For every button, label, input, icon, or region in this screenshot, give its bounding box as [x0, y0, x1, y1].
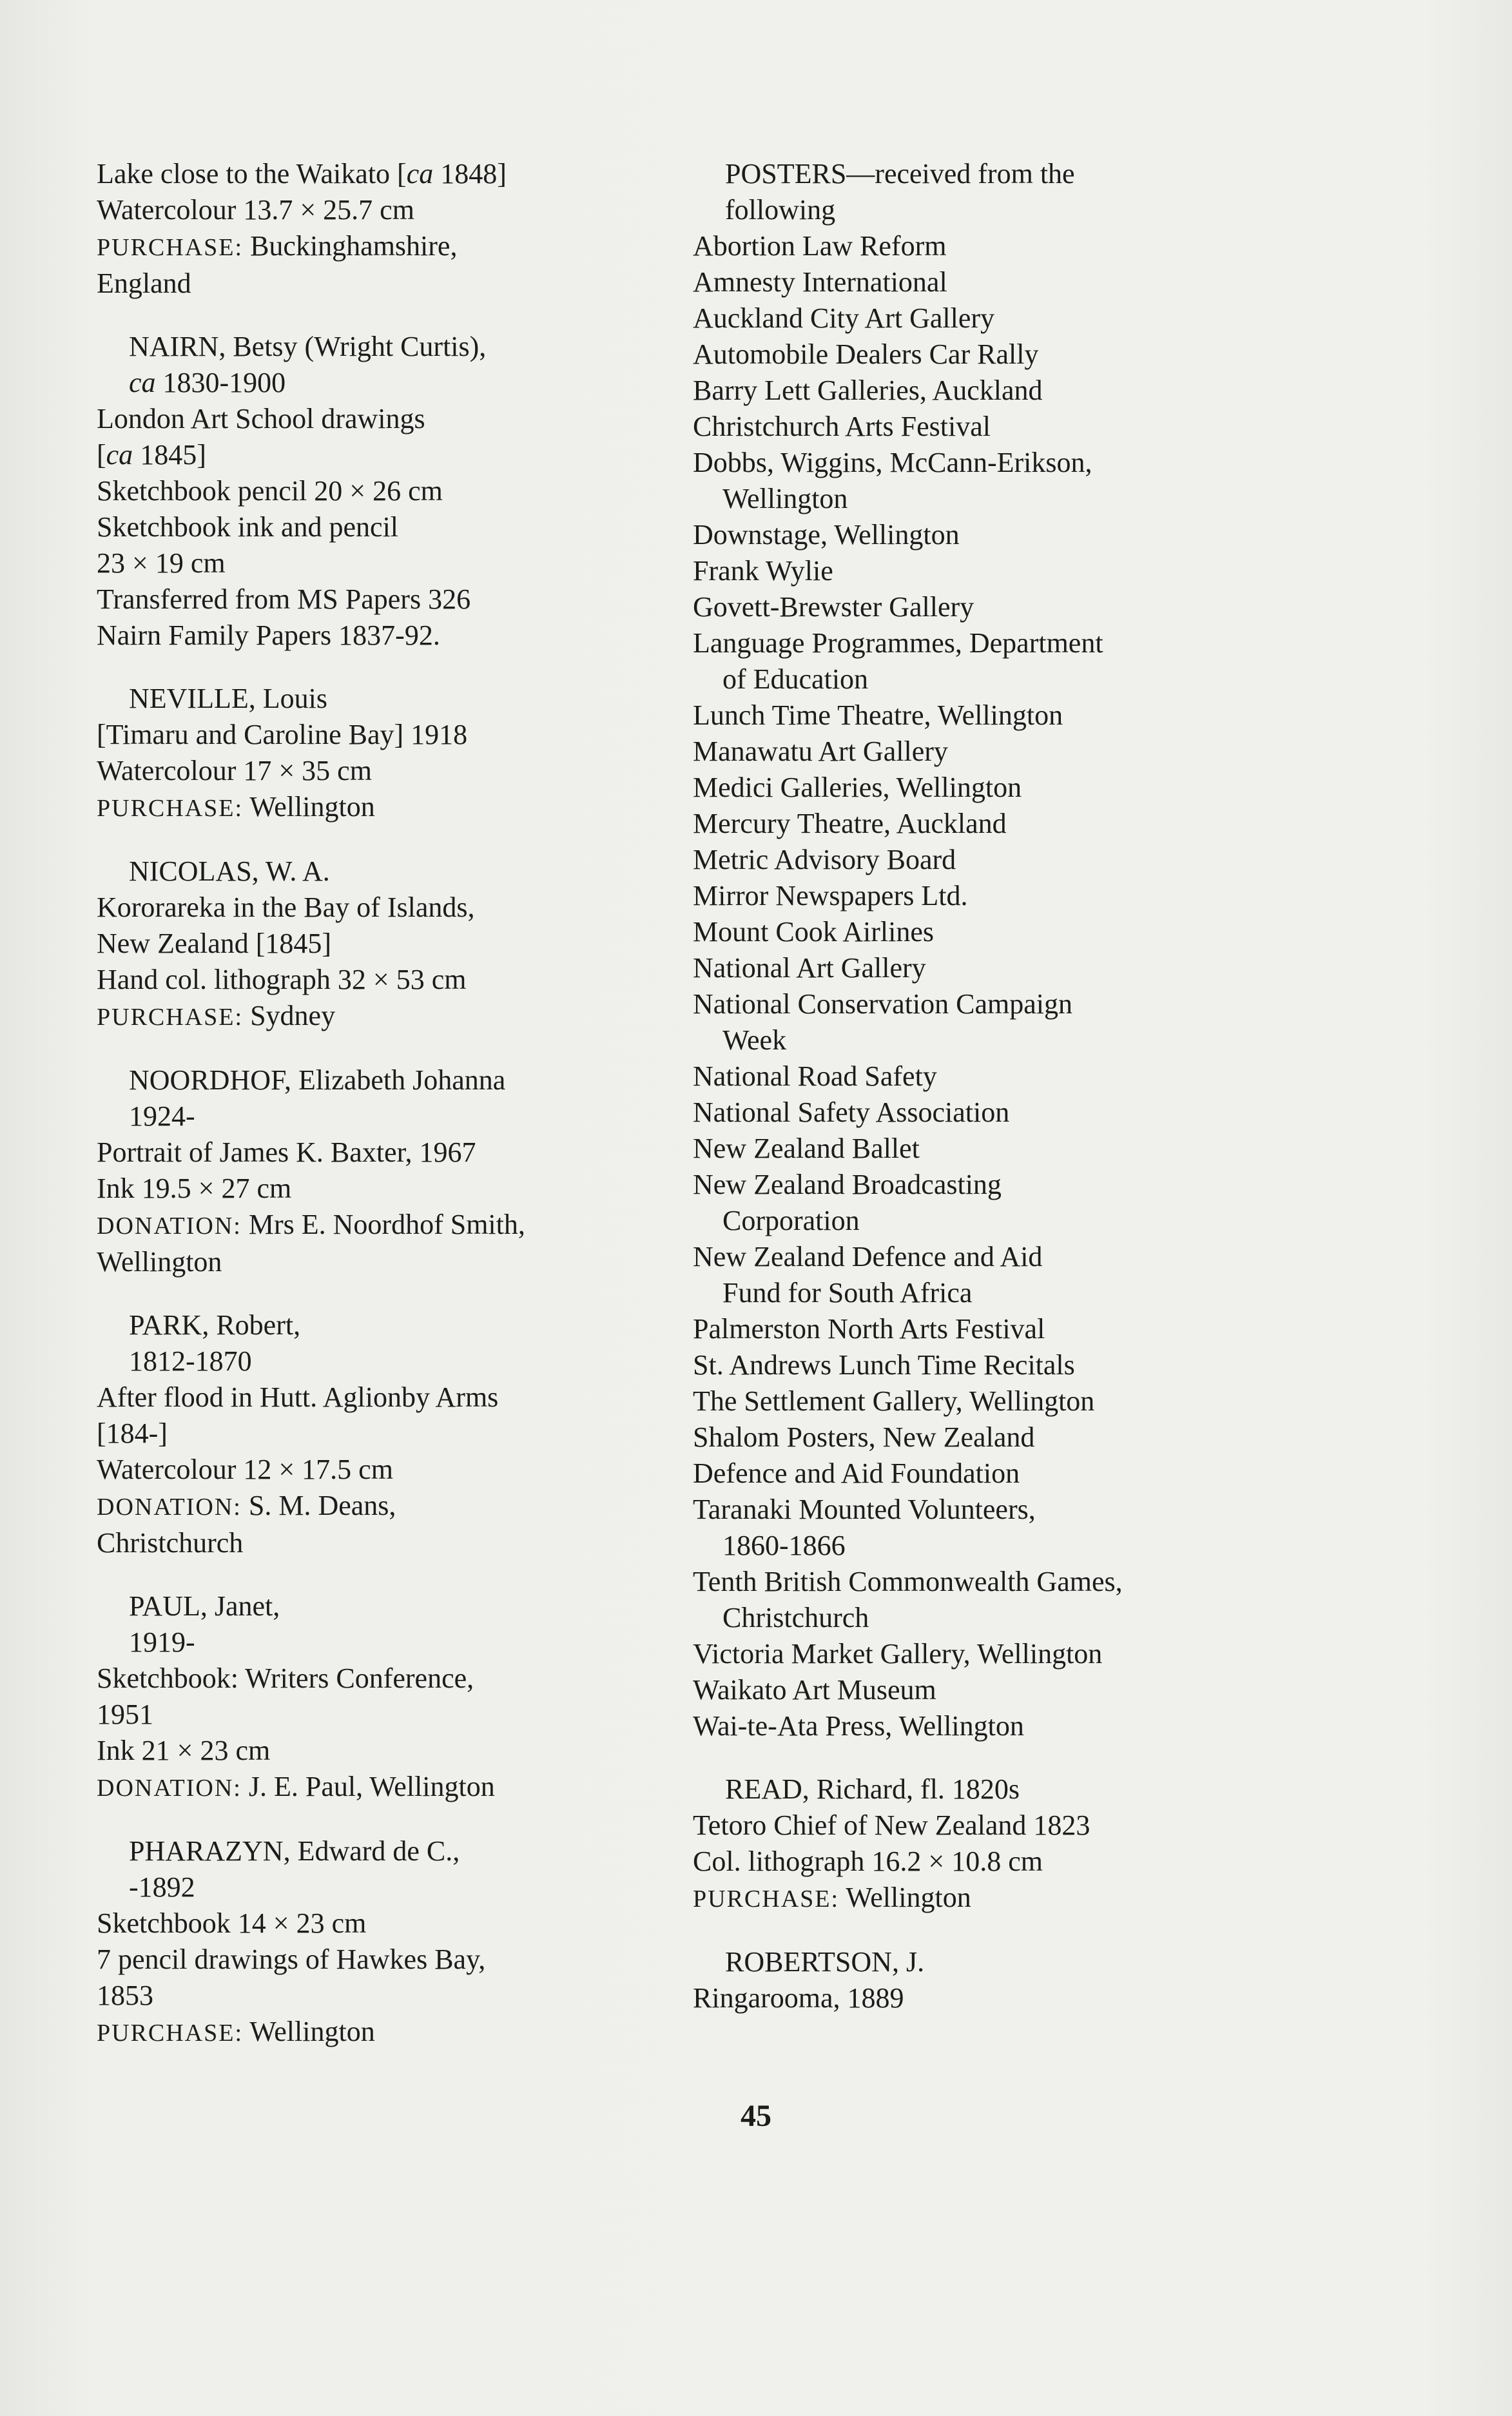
poster-item: Tenth British Commonwealth Games,	[693, 1566, 1123, 1597]
entry-title: Ringarooma, 1889	[693, 1982, 904, 2014]
artist-heading: PARK, Robert,	[129, 1309, 301, 1341]
poster-item-cont: Wellington	[722, 483, 848, 514]
entry-medium: Sketchbook pencil 20 × 26 cm	[97, 475, 443, 507]
entry-source: PURCHASE: Buckinghamshire,	[97, 230, 458, 262]
poster-item-cont: 1860-1866	[722, 1530, 846, 1561]
poster-item: National Conservation Campaign	[693, 988, 1072, 1020]
entry-note: Nairn Family Papers 1837-92.	[97, 619, 440, 651]
entry-title: Tetoro Chief of New Zealand 1823	[693, 1809, 1090, 1841]
poster-item: National Safety Association	[693, 1096, 1010, 1128]
section-heading-cont: following	[725, 194, 836, 226]
poster-item: Mirror Newspapers Ltd.	[693, 880, 968, 911]
artist-heading: NICOLAS, W. A.	[129, 855, 330, 887]
poster-item: Victoria Market Gallery, Wellington	[693, 1638, 1103, 1670]
left-column	[97, 156, 664, 2051]
entry-source: PURCHASE: Sydney	[97, 1000, 336, 1031]
poster-item-cont: Christchurch	[722, 1602, 869, 1633]
entry-medium: Col. lithograph 16.2 × 10.8 cm	[693, 1846, 1043, 1877]
entry-title: New Zealand [1845]	[97, 928, 332, 959]
poster-item: Taranaki Mounted Volunteers,	[693, 1494, 1036, 1525]
artist-dates: 1924-	[129, 1100, 195, 1132]
entry-source: PURCHASE: Wellington	[693, 1882, 971, 1913]
entry-date: 1853	[97, 1980, 153, 2011]
entry-medium: Ink 21 × 23 cm	[97, 1735, 271, 1766]
poster-item: Automobile Dealers Car Rally	[693, 338, 1039, 370]
entry-date: 1951	[97, 1699, 153, 1730]
artist-heading: PAUL, Janet,	[129, 1590, 280, 1622]
poster-item: Auckland City Art Gallery	[693, 302, 995, 334]
poster-item: Defence and Aid Foundation	[693, 1457, 1020, 1489]
poster-item: St. Andrews Lunch Time Recitals	[693, 1349, 1075, 1381]
poster-item: Abortion Law Reform	[693, 230, 947, 262]
poster-item: Waikato Art Museum	[693, 1674, 936, 1706]
artist-heading: READ, Richard, fl. 1820s	[725, 1773, 1020, 1805]
entry-title: Portrait of James K. Baxter, 1967	[97, 1136, 476, 1168]
entry-medium: Sketchbook 14 × 23 cm	[97, 1907, 367, 1939]
artist-heading: NEVILLE, Louis	[129, 683, 327, 714]
entry-source-cont: Christchurch	[97, 1527, 244, 1559]
artist-dates: 1919-	[129, 1626, 195, 1658]
poster-item: National Road Safety	[693, 1060, 937, 1092]
artist-heading: NOORDHOF, Elizabeth Johanna	[129, 1064, 506, 1096]
poster-item: Frank Wylie	[693, 555, 833, 587]
poster-item: New Zealand Defence and Aid	[693, 1241, 1043, 1272]
poster-item: National Art Gallery	[693, 952, 926, 984]
poster-item: Medici Galleries, Wellington	[693, 772, 1022, 803]
poster-item: Lunch Time Theatre, Wellington	[693, 699, 1063, 731]
artist-dates: -1892	[129, 1871, 195, 1903]
artist-dates: ca 1830-1900	[129, 367, 286, 398]
poster-item-cont: of Education	[722, 663, 869, 695]
section-heading: POSTERS—received from the	[725, 158, 1075, 190]
entry-read	[693, 1771, 1286, 1917]
entry-nairn	[97, 329, 664, 654]
entry-title: 7 pencil drawings of Hawkes Bay,	[97, 1944, 486, 1975]
poster-item: Downstage, Wellington	[693, 519, 960, 550]
entry-source: DONATION: J. E. Paul, Wellington	[97, 1771, 495, 1802]
entry-title: Sketchbook: Writers Conference,	[97, 1662, 474, 1694]
poster-item: Manawatu Art Gallery	[693, 736, 948, 767]
poster-item: Shalom Posters, New Zealand	[693, 1421, 1035, 1453]
artist-dates: 1812-1870	[129, 1345, 252, 1377]
entry-source: DONATION: S. M. Deans,	[97, 1490, 396, 1521]
poster-item: Barry Lett Galleries, Auckland	[693, 375, 1043, 406]
entry-size: 23 × 19 cm	[97, 547, 226, 579]
entry-title: Kororareka in the Bay of Islands,	[97, 891, 475, 923]
right-column	[693, 156, 1286, 2016]
poster-item: Wai-te-Ata Press, Wellington	[693, 1710, 1024, 1742]
poster-item: Mount Cook Airlines	[693, 916, 935, 948]
entry-neville	[97, 681, 664, 826]
entry-date: [ca 1845]	[97, 439, 206, 471]
poster-item: The Settlement Gallery, Wellington	[693, 1385, 1095, 1417]
entry-medium: Hand col. lithograph 32 × 53 cm	[97, 964, 467, 995]
poster-item: Language Programmes, Department	[693, 627, 1103, 659]
entry-noordhof	[97, 1062, 664, 1280]
poster-item: Amnesty International	[693, 266, 947, 298]
entry-robertson	[693, 1944, 1286, 2016]
entry-park	[97, 1307, 664, 1561]
poster-item: New Zealand Broadcasting	[693, 1169, 1002, 1200]
entry-title: Lake close to the Waikato [ca 1848]	[97, 158, 507, 190]
entry-medium: Ink 19.5 × 27 cm	[97, 1173, 292, 1204]
artist-heading: PHARAZYN, Edward de C.,	[129, 1835, 460, 1867]
poster-item: Palmerston North Arts Festival	[693, 1313, 1045, 1345]
entry-lake	[97, 156, 664, 302]
entry-medium: Sketchbook ink and pencil	[97, 511, 399, 543]
page-number: 45	[741, 2099, 771, 2133]
entry-medium: Watercolour 12 × 17.5 cm	[97, 1454, 393, 1485]
poster-item-cont: Week	[722, 1024, 787, 1056]
entry-title: London Art School drawings	[97, 403, 425, 434]
poster-item-cont: Fund for South Africa	[722, 1277, 973, 1309]
entry-note: Transferred from MS Papers 326	[97, 583, 471, 615]
entry-medium: Watercolour 17 × 35 cm	[97, 755, 372, 786]
entry-pharazyn	[97, 1833, 664, 2051]
entry-date: [184-]	[97, 1417, 168, 1449]
poster-item: Dobbs, Wiggins, McCann-Erikson,	[693, 447, 1092, 478]
artist-heading: ROBERTSON, J.	[725, 1946, 925, 1978]
poster-item: Govett-Brewster Gallery	[693, 591, 974, 623]
poster-item: Christchurch Arts Festival	[693, 411, 991, 442]
entry-source: PURCHASE: Wellington	[97, 2016, 375, 2047]
entry-title: After flood in Hutt. Aglionby Arms	[97, 1381, 499, 1413]
entry-source: PURCHASE: Wellington	[97, 791, 375, 823]
entry-source-cont: England	[97, 268, 191, 299]
entry-nicolas	[97, 853, 664, 1035]
artist-heading: NAIRN, Betsy (Wright Curtis),	[129, 331, 487, 362]
poster-item: Metric Advisory Board	[693, 844, 956, 875]
poster-list	[693, 228, 1286, 1744]
poster-item: Mercury Theatre, Auckland	[693, 808, 1007, 839]
entry-paul	[97, 1588, 664, 1806]
entry-posters	[693, 156, 1286, 1744]
entry-title: [Timaru and Caroline Bay] 1918	[97, 719, 468, 750]
entry-source-cont: Wellington	[97, 1246, 222, 1278]
poster-item: New Zealand Ballet	[693, 1133, 920, 1164]
entry-source: DONATION: Mrs E. Noordhof Smith,	[97, 1209, 525, 1240]
poster-item-cont: Corporation	[722, 1205, 860, 1236]
entry-medium: Watercolour 13.7 × 25.7 cm	[97, 194, 414, 226]
